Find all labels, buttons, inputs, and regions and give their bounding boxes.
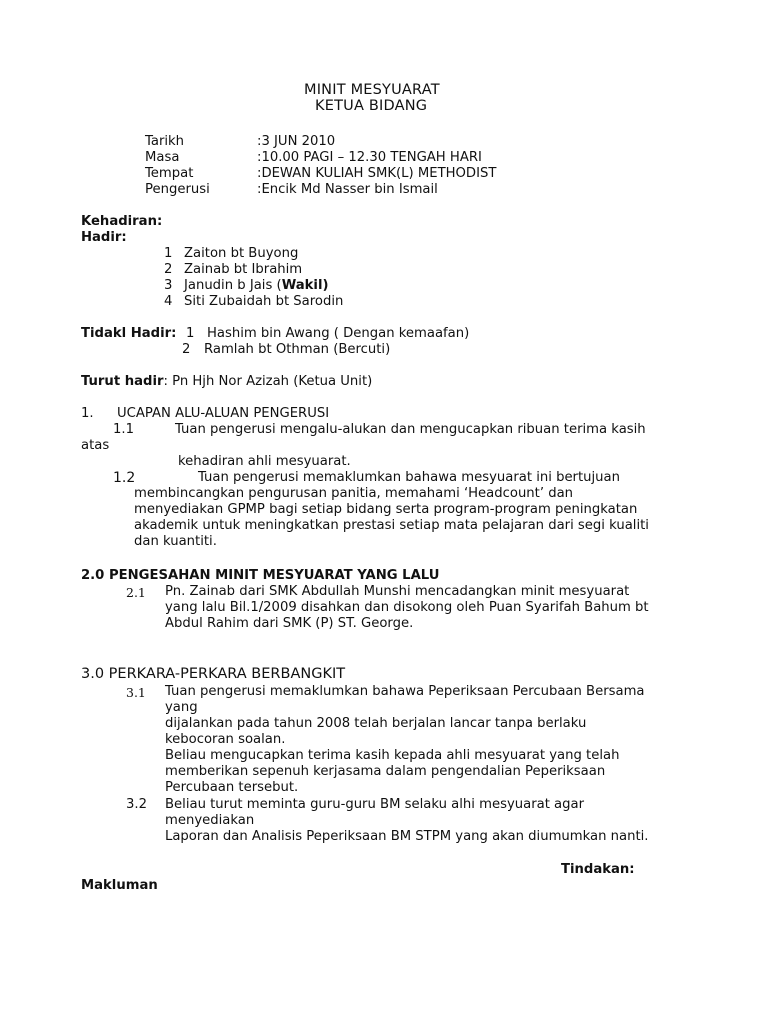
document-subtitle: KETUA BIDANG	[315, 98, 428, 114]
present-heading: Hadir:	[81, 230, 127, 245]
meta-label-venue: Tempat	[145, 166, 194, 181]
item-2-1-text: Pn. Zainab dari SMK Abdullah Munshi mencadangkan minit mesyuarat	[165, 584, 630, 599]
present-name: Siti Zubaidah bt Sarodin	[184, 294, 344, 309]
present-num: 2	[164, 262, 173, 277]
item-3-1-text: memberikan sepenuh kerjasama dalam pengendalian Peperiksaan	[165, 764, 606, 779]
present-name: Zaiton bt Buyong	[184, 246, 299, 261]
absent-name: Ramlah bt Othman (Bercuti)	[204, 342, 391, 357]
meta-value-chair: :Encik Md Nasser bin Ismail	[257, 182, 438, 197]
absent-heading: Tidakl Hadir:	[81, 326, 177, 341]
item-2-1-text: Abdul Rahim dari SMK (P) ST. George.	[165, 616, 414, 631]
item-1-1-number: 1.1	[113, 422, 134, 437]
item-1-2-text: Tuan pengerusi memaklumkan bahawa mesyuarat ini bertujuan	[198, 470, 620, 485]
item-1-1-text: Tuan pengerusi mengalu-alukan dan mengucapkan ribuan terima kasih	[175, 422, 646, 437]
meta-label-date: Tarikh	[145, 134, 185, 149]
item-3-2-text: menyediakan	[165, 813, 255, 828]
item-3-1-text: Percubaan tersebut.	[165, 780, 299, 795]
absent-name: Hashim bin Awang ( Dengan kemaafan)	[207, 326, 470, 341]
present-num: 3	[164, 278, 173, 293]
item-1-2-text: dan kuantiti.	[134, 534, 217, 549]
item-3-2-number: 3.2	[126, 797, 147, 812]
item-1-2-text: membincangkan pengurusan panitia, memahami ‘Headcount’ dan	[134, 486, 574, 501]
item-2-1-text: yang lalu Bil.1/2009 disahkan dan disokong oleh Puan Syarifah Bahum bt	[165, 600, 649, 615]
item-1-2-text: menyediakan GPMP bagi setiap bidang serta program-program peningkatan	[134, 502, 638, 517]
present-name: Janudin b Jais (	[184, 278, 282, 293]
item-3-1-number: 3.1	[126, 685, 146, 700]
present-name: Zainab bt Ibrahim	[184, 262, 303, 277]
section1-heading: UCAPAN ALU-ALUAN PENGERUSI	[117, 406, 330, 421]
meta-label-time: Masa	[145, 150, 180, 165]
action-label: Tindakan:	[561, 862, 635, 877]
meta-value-date: :3 JUN 2010	[257, 134, 336, 149]
also-present-line	[81, 374, 372, 390]
meta-value-time: :10.00 PAGI – 12.30 TENGAH HARI	[257, 150, 482, 165]
item-3-1-text: kebocoran soalan.	[165, 732, 286, 747]
item-3-2-text: Beliau turut meminta guru-guru BM selaku alhi mesyuarat agar	[165, 797, 585, 812]
section1-number: 1.	[81, 406, 94, 421]
item-1-1-text: kehadiran ahli mesyuarat.	[178, 454, 351, 469]
item-2-1-number: 2.1	[126, 585, 146, 600]
present-num: 1	[164, 246, 173, 261]
absent-num: 2	[182, 342, 191, 357]
item-1-1-text: atas	[81, 438, 110, 453]
present-name-line	[184, 278, 329, 294]
item-3-1-text: dijalankan pada tahun 2008 telah berjalan lancar tanpa berlaku	[165, 716, 587, 731]
item-3-1-text: Beliau mengucapkan terima kasih kepada ahli mesyuarat yang telah	[165, 748, 620, 763]
item-1-2-number: 1.2	[113, 470, 136, 486]
absent-num: 1	[186, 326, 195, 341]
also-present-label: Turut hadir	[81, 374, 164, 389]
item-3-1-text: yang	[165, 700, 198, 715]
also-present-value: : Pn Hjh Nor Azizah (Ketua Unit)	[163, 374, 373, 389]
section3-heading: 3.0 PERKARA-PERKARA BERBANGKIT	[81, 666, 346, 682]
document-title: MINIT MESYUARAT	[304, 82, 440, 98]
item-1-2-text: akademik untuk meningkatkan prestasi setiap mata pelajaran dari segi kualiti	[134, 518, 649, 533]
item-3-2-text: Laporan dan Analisis Peperiksaan BM STPM yang akan diumumkan nanti.	[165, 829, 649, 844]
present-role: Wakil)	[281, 278, 329, 293]
item-3-1-text: Tuan pengerusi memaklumkan bahawa Peperiksaan Percubaan Bersama	[165, 684, 645, 699]
section2-heading: 2.0 PENGESAHAN MINIT MESYUARAT YANG LALU	[81, 568, 440, 583]
attendance-heading: Kehadiran:	[81, 214, 163, 229]
present-num: 4	[164, 294, 173, 309]
meta-value-venue: :DEWAN KULIAH SMK(L) METHODIST	[257, 166, 497, 181]
meta-label-chair: Pengerusi	[145, 182, 210, 197]
action-value: Makluman	[81, 878, 158, 893]
